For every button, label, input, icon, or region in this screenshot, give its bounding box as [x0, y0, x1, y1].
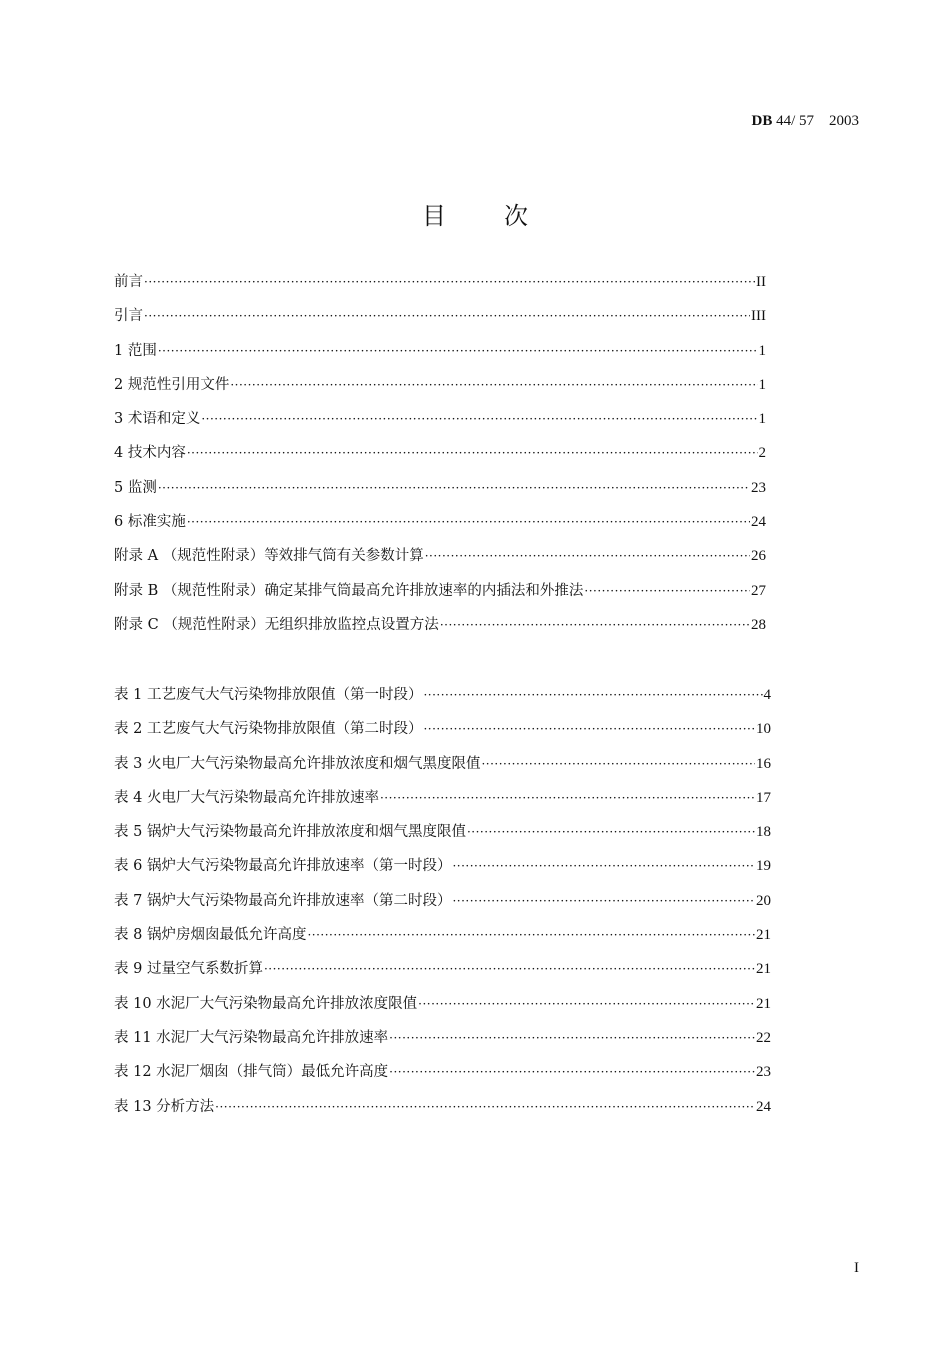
toc-entry-table-9[interactable] [114, 957, 771, 991]
page-number: I [854, 1260, 859, 1276]
toc-entry-label: 附录 C （规范性附录）无组织排放监控点设置方法 [114, 616, 439, 633]
toc-entry-table-2[interactable] [114, 717, 771, 751]
dot-leader [481, 757, 755, 771]
standard-prefix: DB [751, 113, 773, 129]
dot-leader [144, 309, 750, 323]
toc-tables-list [114, 683, 771, 1129]
toc-entry-table-13[interactable] [114, 1095, 771, 1129]
toc-entry-page: 1 [758, 411, 766, 428]
toc-entry-label: 表 11 水泥厂大气污染物最高允许排放速率 [114, 1029, 389, 1046]
toc-entry-label: 4 技术内容 [114, 445, 186, 462]
toc-entry-page: 22 [756, 1029, 771, 1046]
toc-entry-page: 10 [756, 721, 771, 738]
dot-leader [389, 1031, 755, 1045]
toc-entry-label: 表 5 锅炉大气污染物最高允许排放浓度和烟气黑度限值 [114, 824, 466, 841]
toc-entry-page: 21 [756, 995, 771, 1012]
toc-entry-table-8[interactable] [114, 923, 771, 957]
toc-entry-label: 表 9 过量空气系数折算 [114, 961, 263, 978]
toc-entry-label: 附录 A （规范性附录）等效排气筒有关参数计算 [114, 548, 424, 565]
dot-leader [187, 446, 758, 460]
toc-entry-label: 附录 B （规范性附录）确定某排气筒最高允许排放速率的内插法和外推法 [114, 582, 584, 599]
toc-entry-page: 27 [751, 582, 766, 599]
toc-entry-label: 表 8 锅炉房烟囱最低允许高度 [114, 927, 307, 944]
toc-entry-page: 20 [756, 892, 771, 909]
toc-entry-table-7[interactable] [114, 889, 771, 923]
toc-entry-page: 24 [756, 1098, 771, 1115]
dot-leader [158, 481, 750, 495]
dot-leader [584, 584, 750, 598]
dot-leader [144, 275, 755, 289]
toc-entry-label: 表 12 水泥厂烟囱（排气筒）最低允许高度 [114, 1064, 389, 1081]
toc-entry-label: 3 术语和定义 [114, 411, 201, 428]
dot-leader [425, 549, 750, 563]
toc-entry-label: 表 6 锅炉大气污染物最高允许排放速率（第一时段） [114, 858, 452, 875]
toc-entry-page: 24 [751, 514, 766, 531]
document-standard-code [751, 113, 859, 130]
toc-entry-table-3[interactable] [114, 752, 771, 786]
toc-entry-label: 表 3 火电厂大气污染物最高允许排放浓度和烟气黑度限值 [114, 755, 481, 772]
dot-leader [201, 412, 757, 426]
toc-entry-appendix-b[interactable] [114, 579, 766, 613]
toc-entry-page: 16 [756, 755, 771, 772]
toc-entry-label: 2 规范性引用文件 [114, 376, 230, 393]
toc-entry-label: 表 1 工艺废气大气污染物排放限值（第一时段） [114, 687, 423, 703]
dot-leader [307, 928, 755, 942]
toc-entry-page: 1 [758, 376, 766, 393]
toc-entry-page: 1 [758, 342, 766, 359]
toc-title: 目次 [422, 202, 586, 230]
toc-entry-label: 表 7 锅炉大气污染物最高允许排放速率（第二时段） [114, 892, 452, 909]
dot-leader [452, 859, 755, 873]
dot-leader [467, 825, 755, 839]
toc-entry-introduction[interactable] [114, 304, 766, 338]
toc-entry-table-10[interactable] [114, 992, 771, 1026]
toc-entry-table-12[interactable] [114, 1060, 771, 1094]
toc-entry-page: 19 [756, 858, 771, 875]
toc-entry-page: 4 [763, 687, 771, 703]
dot-leader [389, 1065, 755, 1079]
toc-entry-label: 5 监测 [114, 479, 157, 496]
dot-leader [452, 894, 755, 908]
toc-entry-monitoring[interactable] [114, 476, 766, 510]
toc-entry-label: 表 13 分析方法 [114, 1098, 215, 1115]
toc-entry-label: 6 标准实施 [114, 514, 186, 531]
toc-entry-page: 18 [756, 824, 771, 841]
toc-entry-table-11[interactable] [114, 1026, 771, 1060]
toc-entry-terms-definitions[interactable] [114, 407, 766, 441]
dot-leader [423, 688, 762, 702]
toc-entry-technical-content[interactable] [114, 441, 766, 475]
toc-entry-label: 表 2 工艺废气大气污染物排放限值（第二时段） [114, 721, 423, 738]
dot-leader [158, 344, 758, 358]
toc-entry-page: III [751, 308, 766, 325]
toc-entry-table-1[interactable] [114, 683, 771, 717]
toc-entry-table-4[interactable] [114, 786, 771, 820]
toc-entry-page: 26 [751, 548, 766, 565]
toc-entry-table-5[interactable] [114, 820, 771, 854]
toc-sections-list [114, 270, 766, 647]
dot-leader [230, 378, 757, 392]
toc-entry-foreword[interactable] [114, 270, 766, 304]
dot-leader [187, 515, 750, 529]
toc-entry-normative-references[interactable] [114, 373, 766, 407]
dot-leader [418, 997, 755, 1011]
toc-entry-label: 前言 [114, 274, 143, 290]
toc-entry-scope[interactable] [114, 339, 766, 373]
toc-entry-page: 28 [751, 616, 766, 633]
toc-entry-page: 23 [756, 1064, 771, 1081]
toc-entry-implementation[interactable] [114, 510, 766, 544]
dot-leader [423, 722, 755, 736]
toc-entry-page: 21 [756, 927, 771, 944]
toc-entry-label: 引言 [114, 308, 143, 325]
dot-leader [380, 791, 755, 805]
standard-number: 44/ 57 2003 [772, 113, 859, 129]
toc-entry-label: 1 范围 [114, 342, 157, 359]
toc-entry-page: 23 [751, 479, 766, 496]
dot-leader [440, 618, 750, 632]
toc-entry-label: 表 10 水泥厂大气污染物最高允许排放浓度限值 [114, 995, 418, 1012]
dot-leader [264, 962, 755, 976]
toc-entry-label: 表 4 火电厂大气污染物最高允许排放速率 [114, 789, 379, 806]
toc-entry-appendix-c[interactable] [114, 613, 766, 647]
toc-entry-page: II [756, 274, 766, 290]
toc-entry-page: 21 [756, 961, 771, 978]
toc-entry-table-6[interactable] [114, 854, 771, 888]
toc-entry-page: 2 [758, 445, 766, 462]
dot-leader [215, 1100, 755, 1114]
toc-entry-appendix-a[interactable] [114, 544, 766, 578]
toc-entry-page: 17 [756, 789, 771, 806]
